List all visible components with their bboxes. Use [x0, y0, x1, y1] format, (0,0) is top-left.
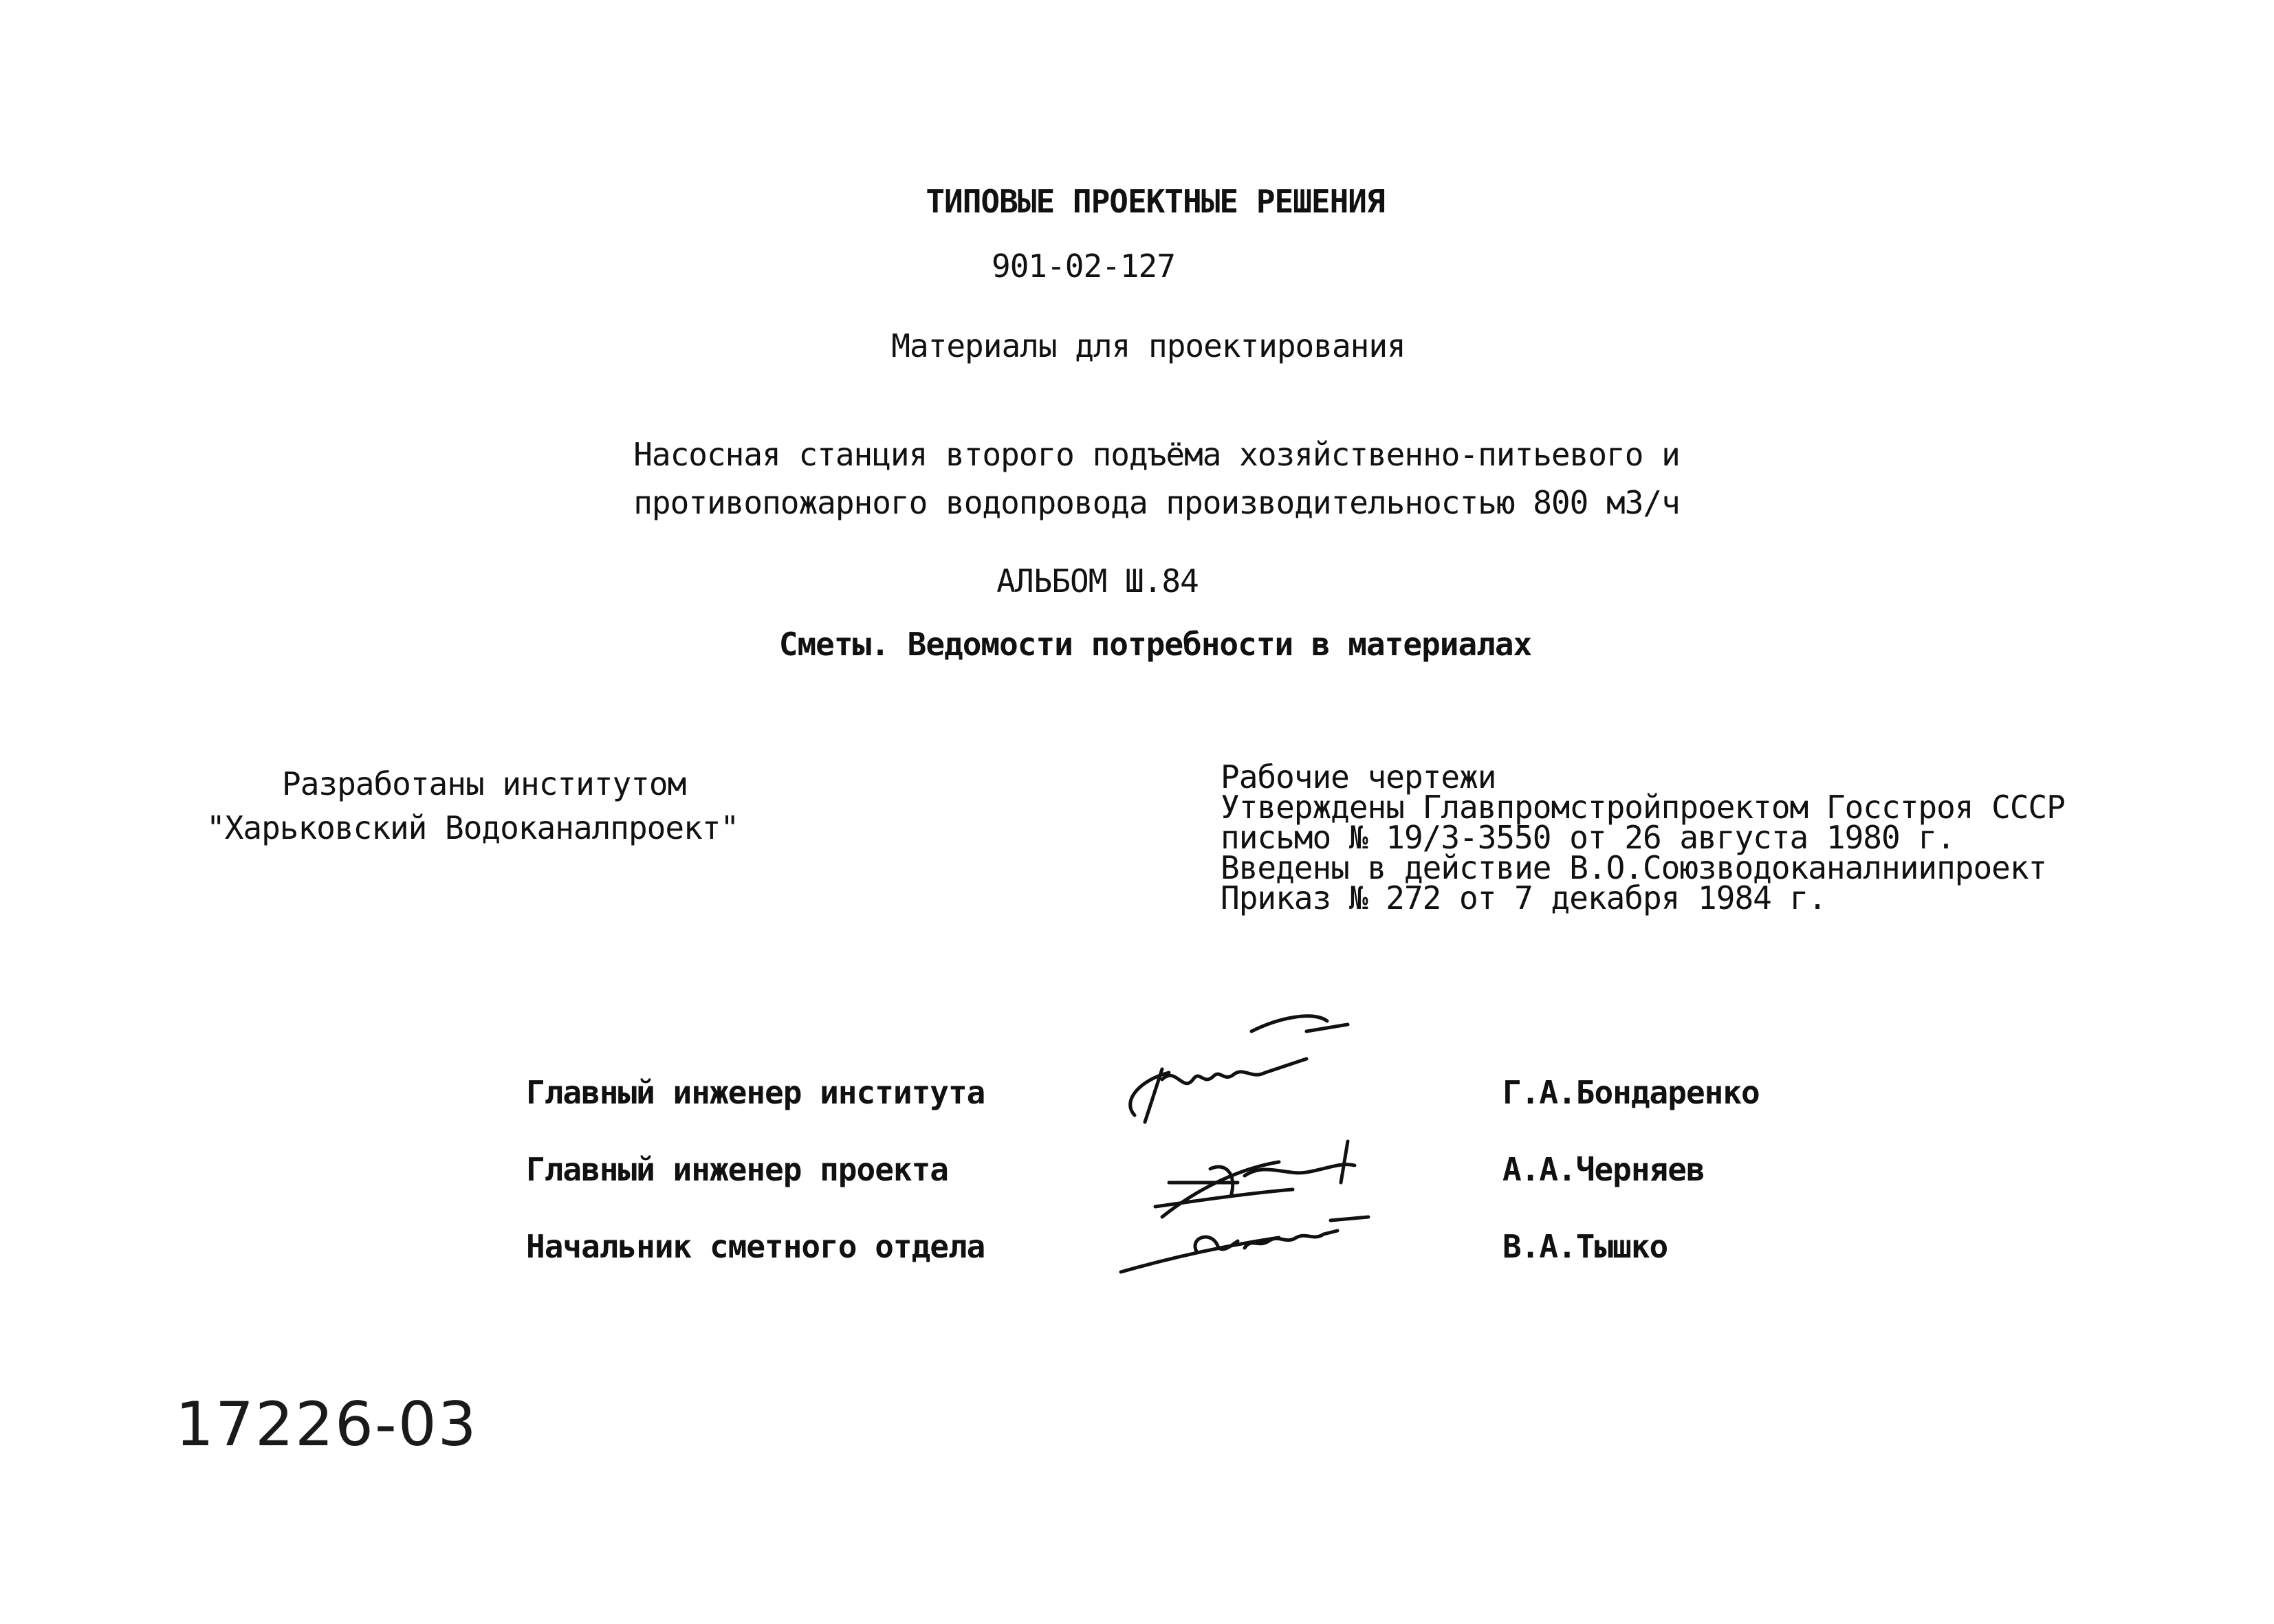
approval-line-4: Введены в действие В.О.Союзводоканалниипроект — [1221, 849, 2047, 886]
signatory-name-2: А.А.Черняев — [1502, 1151, 1705, 1188]
album-title: АЛЬБОМ Ш.84 — [996, 562, 1199, 600]
signature-2 — [1155, 1141, 1355, 1217]
signatory-role-1: Главный инженер института — [526, 1074, 985, 1111]
developer-line-2: "Харьковский Водоканалпроект" — [206, 809, 739, 846]
description-line-1: Насосная станция второго подъёма хозяйственно-питьевого и — [633, 436, 1680, 473]
materials-label: Материалы для проектирования — [891, 327, 1406, 364]
document-code: 17226-03 — [175, 1389, 478, 1460]
album-subtitle: Сметы. Ведомости потребности в материалах — [778, 626, 1532, 663]
signatory-role-2: Главный инженер проекта — [526, 1151, 948, 1188]
signature-1 — [1130, 1016, 1348, 1122]
project-number: 901-02-127 — [992, 248, 1175, 285]
signatory-role-3: Начальник сметного отдела — [526, 1228, 985, 1265]
signatory-name-1: Г.А.Бондаренко — [1502, 1074, 1760, 1111]
approval-line-2: Утверждены Главпромстройпроектом Госстроя СССР — [1221, 789, 2065, 826]
approval-line-3: письмо № 19/3-3550 от 26 августа 1980 г. — [1221, 819, 1955, 856]
series-title: ТИПОВЫЕ ПРОЕКТНЫЕ РЕШЕНИЯ — [926, 183, 1385, 220]
approval-line-5: Приказ № 272 от 7 декабря 1984 г. — [1221, 879, 1826, 917]
developer-line-1: Разработаны институтом — [282, 765, 686, 802]
approval-line-1: Рабочие чертежи — [1221, 758, 1496, 795]
signatory-name-3: В.А.Тышко — [1502, 1228, 1668, 1265]
signature-3 — [1121, 1217, 1368, 1272]
description-line-2: противопожарного водопровода производительностью 800 м3/ч — [633, 484, 1680, 521]
